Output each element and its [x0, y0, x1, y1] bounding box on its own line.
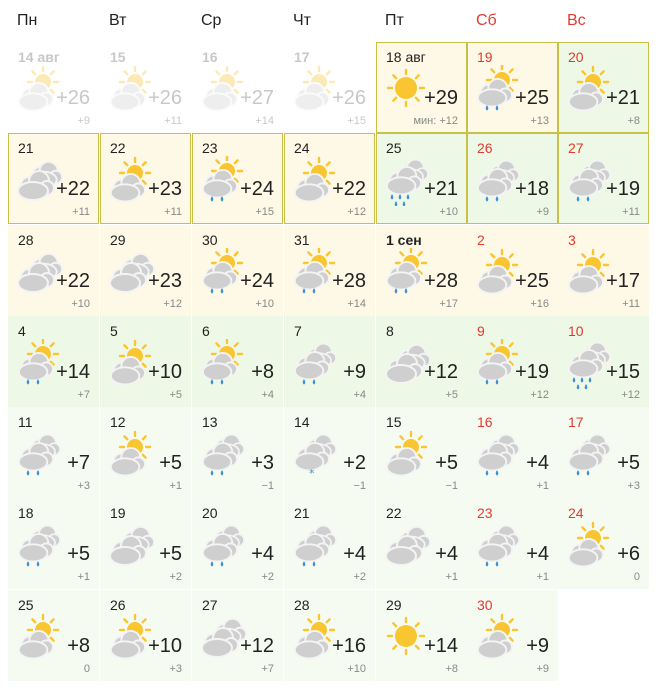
day-cell[interactable]	[100, 590, 191, 681]
day-cell[interactable]	[376, 133, 467, 224]
min-temperature: +3	[169, 663, 182, 675]
day-cell[interactable]	[558, 316, 649, 407]
min-temperature: +8	[627, 115, 640, 127]
day-date: 4	[18, 323, 26, 339]
min-temperature: +4	[261, 389, 274, 401]
day-cell[interactable]	[558, 407, 649, 498]
day-cell[interactable]	[467, 133, 558, 224]
day-date: 19	[477, 49, 493, 65]
max-temperature: +14	[56, 361, 90, 383]
max-temperature: +4	[343, 543, 366, 565]
day-date: 23	[477, 505, 493, 521]
min-temperature: +9	[536, 663, 549, 675]
min-temperature: +14	[255, 115, 274, 127]
max-temperature: +16	[332, 635, 366, 657]
min-temperature: +3	[77, 480, 90, 492]
day-cell[interactable]	[284, 498, 375, 589]
day-date: 31	[294, 232, 310, 248]
day-date: 24	[568, 505, 584, 521]
min-temperature: +17	[439, 298, 458, 310]
day-cell[interactable]	[467, 498, 558, 589]
day-date: 7	[294, 323, 302, 339]
day-cell[interactable]	[100, 316, 191, 407]
max-temperature: +4	[435, 543, 458, 565]
day-cell[interactable]	[467, 407, 558, 498]
max-temperature: +14	[424, 635, 458, 657]
min-temperature: +1	[169, 480, 182, 492]
min-temperature: +11	[72, 206, 90, 218]
day-cell[interactable]	[376, 316, 467, 407]
cloud-rain-icon	[470, 521, 524, 571]
max-temperature: +5	[617, 452, 640, 474]
day-cell[interactable]	[192, 42, 283, 133]
cloud-rain-icon	[11, 521, 65, 571]
day-cell[interactable]	[284, 407, 375, 498]
min-temperature: +12	[621, 389, 640, 401]
day-cell[interactable]	[8, 42, 99, 133]
min-temperature: +2	[261, 571, 274, 583]
day-cell[interactable]	[192, 133, 283, 224]
day-cell[interactable]	[376, 498, 467, 589]
day-date: 20	[568, 49, 584, 65]
min-temperature: +5	[169, 389, 182, 401]
day-date: 20	[202, 505, 218, 521]
weekday-header: Вс	[567, 12, 586, 29]
max-temperature: +22	[332, 178, 366, 200]
day-cell[interactable]	[467, 590, 558, 681]
max-temperature: +5	[67, 543, 90, 565]
min-temperature: +7	[261, 663, 274, 675]
max-temperature: +25	[515, 87, 549, 109]
max-temperature: +24	[240, 178, 274, 200]
max-temperature: +5	[435, 452, 458, 474]
day-date: 12	[110, 414, 126, 430]
day-cell[interactable]	[8, 407, 99, 498]
cloud-rain-icon	[195, 430, 249, 480]
day-cell[interactable]	[192, 407, 283, 498]
min-temperature: +2	[169, 571, 182, 583]
max-temperature: +21	[424, 178, 458, 200]
day-date: 21	[294, 505, 310, 521]
min-temperature: +13	[530, 115, 549, 127]
min-temperature: +4	[353, 389, 366, 401]
day-date: 25	[386, 140, 402, 156]
sun-cloud-icon	[379, 430, 433, 480]
day-cell[interactable]	[8, 316, 99, 407]
min-temperature: 0	[83, 663, 90, 675]
day-cell[interactable]	[467, 316, 558, 407]
max-temperature: +28	[424, 270, 458, 292]
day-date: 11	[18, 414, 33, 430]
max-temperature: +26	[148, 87, 182, 109]
min-temperature: −1	[261, 480, 274, 492]
day-date: 16	[202, 49, 218, 65]
day-date: 29	[110, 232, 126, 248]
day-date: 17	[568, 414, 584, 430]
min-temperature: +10	[439, 206, 458, 218]
max-temperature: +12	[424, 361, 458, 383]
max-temperature: +26	[56, 87, 90, 109]
max-temperature: +6	[617, 543, 640, 565]
day-date: 28	[294, 597, 310, 613]
day-cell[interactable]	[192, 316, 283, 407]
weekday-header: Пн	[17, 12, 38, 29]
day-date: 24	[294, 140, 310, 156]
day-cell[interactable]	[376, 42, 467, 133]
max-temperature: +19	[515, 361, 549, 383]
min-temperature: +1	[536, 480, 549, 492]
max-temperature: +28	[332, 270, 366, 292]
cloud-icon	[103, 521, 157, 571]
max-temperature: +8	[67, 635, 90, 657]
day-date: 21	[18, 140, 34, 156]
max-temperature: +5	[159, 452, 182, 474]
min-temperature: +10	[347, 663, 366, 675]
weekday-header: Сб	[476, 12, 497, 29]
day-date: 23	[202, 140, 218, 156]
day-cell[interactable]	[192, 498, 283, 589]
max-temperature: +4	[251, 543, 274, 565]
weekday-header: Чт	[293, 12, 311, 29]
max-temperature: +25	[515, 270, 549, 292]
day-cell[interactable]	[376, 407, 467, 498]
day-cell[interactable]	[192, 225, 283, 316]
min-temperature: +11	[164, 115, 182, 127]
day-date: 19	[110, 505, 126, 521]
day-date: 30	[202, 232, 218, 248]
day-cell[interactable]	[100, 225, 191, 316]
max-temperature: +24	[240, 270, 274, 292]
max-temperature: +9	[343, 361, 366, 383]
min-temperature: +11	[164, 206, 182, 218]
min-temperature: −1	[445, 480, 458, 492]
day-cell[interactable]	[558, 498, 649, 589]
cloud-rain-icon	[470, 430, 524, 480]
min-temperature: +8	[445, 663, 458, 675]
min-temperature: +14	[347, 298, 366, 310]
day-date: 18	[18, 505, 34, 521]
sun-cloud-rain-icon	[195, 339, 249, 389]
max-temperature: +8	[251, 361, 274, 383]
sun-cloud-icon	[103, 430, 157, 480]
max-temperature: +22	[56, 270, 90, 292]
day-date: 15	[386, 414, 402, 430]
day-date: 27	[568, 140, 584, 156]
day-date: 13	[202, 414, 218, 430]
sun-cloud-icon	[11, 613, 65, 663]
sun-cloud-icon	[561, 521, 615, 571]
max-temperature: +15	[606, 361, 640, 383]
max-temperature: +3	[251, 452, 274, 474]
max-temperature: +21	[606, 87, 640, 109]
max-temperature: +27	[240, 87, 274, 109]
day-cell[interactable]	[100, 498, 191, 589]
day-date: 15	[110, 49, 126, 65]
max-temperature: +7	[67, 452, 90, 474]
day-cell[interactable]	[467, 42, 558, 133]
max-temperature: +18	[515, 178, 549, 200]
min-temperature: +1	[445, 571, 458, 583]
day-date: 27	[202, 597, 218, 613]
day-cell[interactable]	[467, 225, 558, 316]
day-date: 22	[386, 505, 402, 521]
min-temperature: +1	[536, 571, 549, 583]
day-cell[interactable]	[284, 225, 375, 316]
max-temperature: +23	[148, 270, 182, 292]
day-date: 26	[477, 140, 493, 156]
min-temperature: +7	[77, 389, 90, 401]
cloud-rain-icon	[11, 430, 65, 480]
min-temperature: +3	[627, 480, 640, 492]
day-cell[interactable]	[8, 133, 99, 224]
max-temperature: +4	[526, 452, 549, 474]
day-date: 6	[202, 323, 210, 339]
day-date: 5	[110, 323, 118, 339]
day-date: 16	[477, 414, 493, 430]
day-cell[interactable]	[192, 590, 283, 681]
weekday-header: Пт	[385, 12, 404, 29]
cloud-rain-icon	[287, 521, 341, 571]
min-temperature: +12	[530, 389, 549, 401]
cloud-icon	[379, 521, 433, 571]
min-temperature: +11	[622, 298, 640, 310]
max-temperature: +22	[56, 178, 90, 200]
min-temperature: 0	[633, 571, 640, 583]
day-date: 17	[294, 49, 310, 65]
min-temperature: +15	[347, 115, 366, 127]
max-temperature: +26	[332, 87, 366, 109]
max-temperature: +5	[159, 543, 182, 565]
min-temperature: +2	[353, 571, 366, 583]
day-date: 28	[18, 232, 34, 248]
day-date: 25	[18, 597, 34, 613]
day-date: 29	[386, 597, 402, 613]
max-temperature: +17	[606, 270, 640, 292]
day-cell[interactable]	[8, 225, 99, 316]
min-temperature: +10	[71, 298, 90, 310]
day-cell[interactable]	[558, 133, 649, 224]
min-temperature: мин: +12	[413, 115, 458, 127]
day-cell[interactable]	[284, 42, 375, 133]
min-temperature: +9	[77, 115, 90, 127]
day-date: 18 авг	[386, 49, 426, 65]
day-cell[interactable]	[558, 225, 649, 316]
day-cell[interactable]	[8, 498, 99, 589]
cloud-rain-icon	[195, 521, 249, 571]
day-cell[interactable]	[100, 407, 191, 498]
min-temperature: +1	[77, 571, 90, 583]
max-temperature: +2	[343, 452, 366, 474]
cloud-rain-icon	[287, 339, 341, 389]
max-temperature: +23	[148, 178, 182, 200]
cloud-snow-icon	[287, 430, 341, 480]
day-date: 14	[294, 414, 310, 430]
day-date: 1 сен	[386, 232, 422, 248]
day-date: 30	[477, 597, 493, 613]
day-cell[interactable]	[376, 590, 467, 681]
day-cell[interactable]	[100, 42, 191, 133]
max-temperature: +19	[606, 178, 640, 200]
day-cell[interactable]	[8, 590, 99, 681]
day-cell[interactable]	[284, 316, 375, 407]
min-temperature: +15	[255, 206, 274, 218]
svg-text:*: *	[309, 467, 315, 480]
day-date: 8	[386, 323, 394, 339]
day-cell[interactable]	[284, 133, 375, 224]
day-date: 9	[477, 323, 485, 339]
day-date: 22	[110, 140, 126, 156]
max-temperature: +4	[526, 543, 549, 565]
day-cell[interactable]	[284, 590, 375, 681]
min-temperature: +12	[163, 298, 182, 310]
day-cell[interactable]	[100, 133, 191, 224]
min-temperature: −1	[353, 480, 366, 492]
day-cell[interactable]	[558, 42, 649, 133]
day-date: 26	[110, 597, 126, 613]
max-temperature: +10	[148, 635, 182, 657]
day-date: 10	[568, 323, 584, 339]
min-temperature: +12	[347, 206, 366, 218]
min-temperature: +11	[622, 206, 640, 218]
min-temperature: +16	[530, 298, 549, 310]
min-temperature: +10	[255, 298, 274, 310]
max-temperature: +10	[148, 361, 182, 383]
day-cell[interactable]	[376, 225, 467, 316]
day-date: 2	[477, 232, 485, 248]
weekday-header: Ср	[201, 12, 222, 29]
weekday-header: Вт	[109, 12, 127, 29]
sun-cloud-icon	[470, 613, 524, 663]
max-temperature: +12	[240, 635, 274, 657]
min-temperature: +9	[536, 206, 549, 218]
cloud-rain-icon	[561, 430, 615, 480]
max-temperature: +29	[424, 87, 458, 109]
min-temperature: +5	[445, 389, 458, 401]
max-temperature: +9	[526, 635, 549, 657]
day-date: 3	[568, 232, 576, 248]
day-date: 14 авг	[18, 49, 60, 65]
